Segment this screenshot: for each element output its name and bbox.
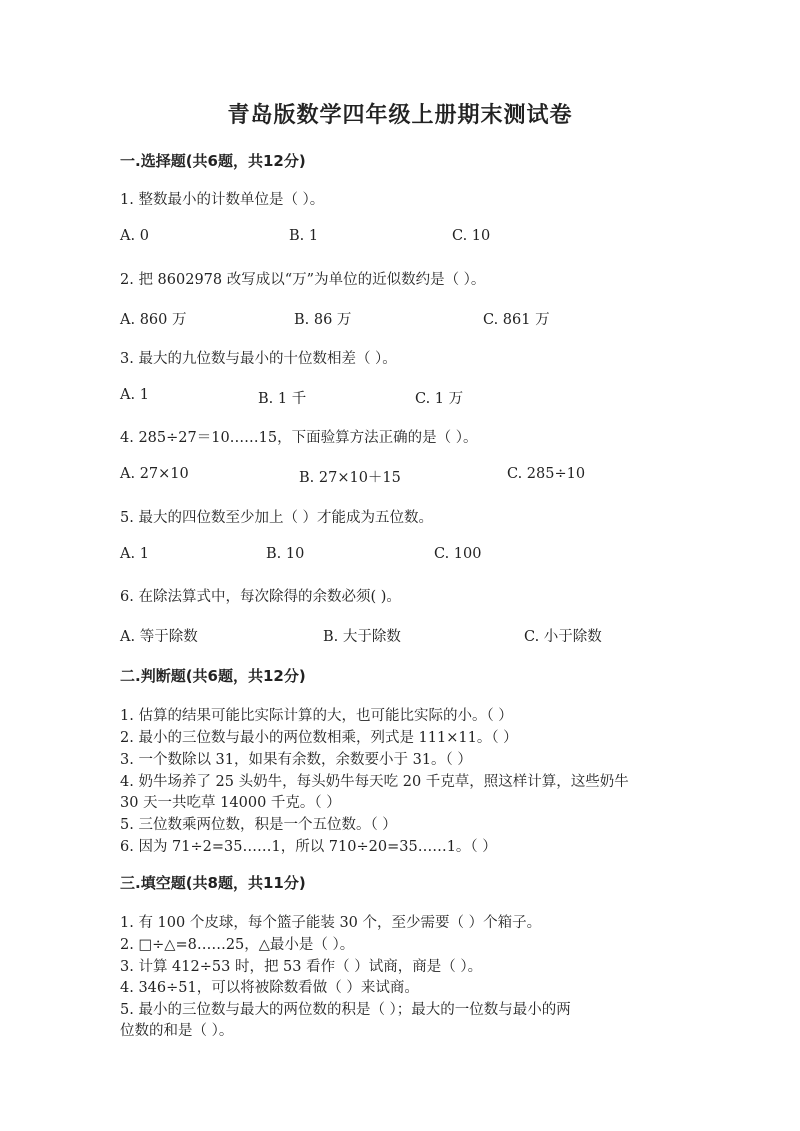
option-c: C. 10: [452, 228, 491, 244]
fill-line: 1. 有 100 个皮球，每个篮子能装 30 个，至少需要（ ）个箱子。: [120, 915, 542, 931]
judgement-line: 6. 因为 71÷2=35……1，所以 710÷20=35……1。（ ）: [120, 839, 497, 855]
option-c: C. 861 万: [483, 312, 550, 328]
fill-line: 5. 最小的三位数与最大的两位数的积是（ ）；最大的一位数与最小的两: [120, 1002, 571, 1018]
option-a: A. 27×10: [120, 466, 189, 482]
option-c: C. 1 万: [415, 391, 464, 407]
question-stem: 3. 最大的九位数与最小的十位数相差（ ）。: [120, 351, 397, 367]
question-stem: 2. 把 8602978 改写成以“万”为单位的近似数约是（ ）。: [120, 272, 486, 288]
judgement-line: 5. 三位数乘两位数，积是一个五位数。（ ）: [120, 817, 397, 833]
option-a: A. 0: [120, 228, 149, 244]
question-stem: 4. 285÷27＝10……15，下面验算方法正确的是（ ）。: [120, 430, 478, 446]
question-stem: 1. 整数最小的计数单位是（ ）。: [120, 192, 325, 208]
section-heading-fill: 三.填空题(共8题，共11分): [120, 874, 306, 892]
section-heading-judgement: 二.判断题(共6题，共12分): [120, 667, 306, 685]
judgement-line: 1. 估算的结果可能比实际计算的大，也可能比实际的小。（ ）: [120, 708, 513, 724]
fill-line: 2. □÷△=8……25，△最小是（ ）。: [120, 937, 355, 953]
question-stem: 6. 在除法算式中，每次除得的余数必须( )。: [120, 589, 401, 605]
fill-line: 3. 计算 412÷53 时，把 53 看作（ ）试商，商是（ ）。: [120, 959, 483, 975]
judgement-line: 4. 奶牛场养了 25 头奶牛，每头奶牛每天吃 20 千克草，照这样计算，这些奶牛: [120, 774, 629, 790]
option-a: A. 等于除数: [120, 629, 198, 645]
fill-line: 位数的和是（ ）。: [120, 1023, 234, 1039]
option-a: A. 860 万: [120, 312, 187, 328]
option-b: B. 10: [266, 546, 305, 562]
judgement-line: 30 天一共吃草 14000 千克。（ ）: [120, 795, 341, 811]
option-a: A. 1: [120, 387, 149, 403]
question-stem: 5. 最大的四位数至少加上（ ）才能成为五位数。: [120, 510, 434, 526]
fill-line: 4. 346÷51，可以将被除数看做（ ）来试商。: [120, 980, 419, 996]
option-b: B. 大于除数: [323, 629, 401, 645]
option-b: B. 86 万: [294, 312, 352, 328]
judgement-line: 3. 一个数除以 31，如果有余数，余数要小于 31。（ ）: [120, 752, 472, 768]
option-a: A. 1: [120, 546, 149, 562]
option-c: C. 285÷10: [507, 466, 586, 482]
judgement-line: 2. 最小的三位数与最小的两位数相乘，列式是 111×11。（ ）: [120, 730, 518, 746]
page-title: 青岛版数学四年级上册期末测试卷: [227, 103, 573, 128]
option-b: B. 27×10＋15: [299, 470, 401, 486]
option-b: B. 1: [289, 228, 319, 244]
option-c: C. 100: [434, 546, 482, 562]
option-c: C. 小于除数: [524, 629, 602, 645]
section-heading-choice: 一.选择题(共6题，共12分): [120, 152, 306, 170]
option-b: B. 1 千: [258, 391, 307, 407]
